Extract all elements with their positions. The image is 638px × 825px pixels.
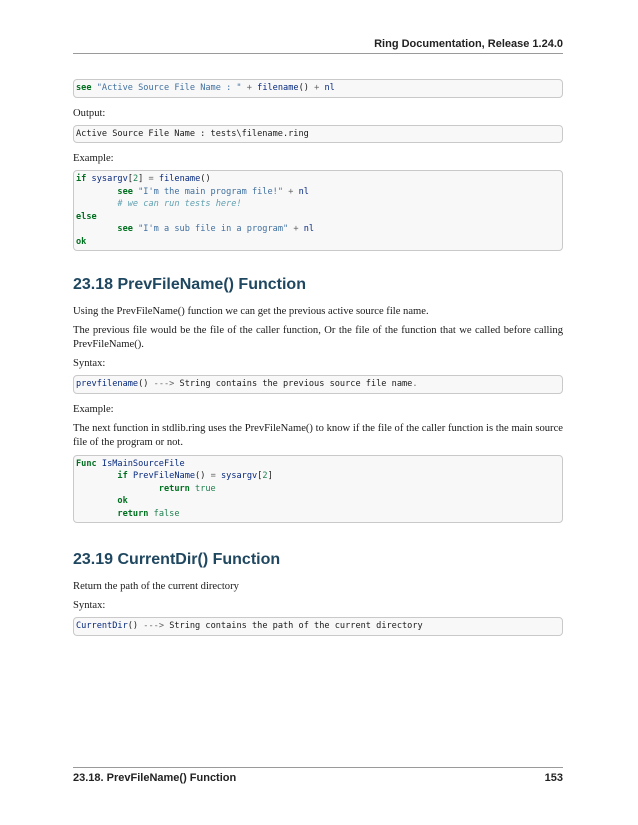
code-token: sysargv (91, 174, 128, 184)
output-block (73, 125, 563, 144)
footer-section-title: 23.18. PrevFileName() Function (73, 772, 237, 784)
code-token: return (158, 483, 190, 494)
paragraph: Using the PrevFileName() function we can get the previous active source file name. (73, 306, 429, 317)
code-token: if (76, 174, 87, 184)
code-line (76, 211, 560, 224)
code-token: [ (257, 471, 263, 481)
code-token: [ (127, 174, 133, 184)
code-token: nl (324, 83, 335, 93)
page-content (73, 79, 563, 636)
code-token: ] (267, 471, 273, 481)
code-token: PrevFileName (132, 471, 196, 481)
example-label: Example: (73, 153, 114, 164)
code-token: () (127, 621, 139, 631)
code-token: if (117, 471, 128, 481)
code-token: nl (298, 186, 309, 197)
code-block-prevfilename-syntax (73, 375, 563, 394)
code-block-see-filename (73, 79, 563, 98)
code-token: see (117, 186, 133, 197)
code-line (76, 458, 560, 471)
section-heading-prevfilename: 23.18 PrevFileName() Function (73, 276, 306, 293)
code-token: 2 (262, 471, 268, 481)
code-token: + (246, 83, 252, 93)
code-token: + (293, 224, 299, 234)
code-token: filename (158, 174, 201, 184)
code-line (76, 495, 560, 508)
code-line (76, 470, 560, 483)
code-token: + (314, 83, 320, 93)
code-token: = (210, 471, 216, 481)
code-block-currentdir-syntax (73, 617, 563, 636)
paragraph: The previous file would be the file of the caller function, Or the file of the function that we called before calling PrevFileName(). (73, 325, 563, 350)
code-line (76, 82, 560, 95)
code-token: String contains the path of the current directory (169, 621, 423, 631)
code-token: 2 (132, 174, 139, 184)
code-token: () (200, 174, 211, 184)
code-token: + (288, 186, 294, 197)
code-token: sysargv (220, 471, 258, 481)
code-token: Func (76, 458, 97, 469)
code-line (76, 173, 560, 186)
code-token: CurrentDir (76, 621, 128, 631)
header-divider (73, 53, 563, 54)
code-token: nl (303, 224, 315, 234)
syntax-label: Syntax: (73, 600, 106, 611)
code-token: IsMainSourceFile (101, 458, 185, 469)
code-token: see (117, 224, 133, 234)
paragraph: The next function in stdlib.ring uses the PrevFileName() to know if the file of the caller function is the main source file of the program or not. (73, 422, 563, 448)
code-token: false (153, 508, 180, 519)
code-line (76, 508, 560, 521)
code-token: () (195, 471, 206, 481)
code-token: prevfilename (76, 379, 139, 389)
code-token: else (76, 211, 97, 222)
output-label: Output: (73, 107, 106, 119)
code-line (76, 198, 560, 211)
code-token: String contains the previous source file name (179, 379, 413, 389)
code-token: see (76, 83, 92, 93)
code-comment: # we can run tests here! (117, 199, 242, 209)
output-line: Active Source File Name : tests\filename.ring (76, 128, 309, 139)
code-line (76, 186, 560, 199)
code-token: "I'm a sub file in a program" (138, 224, 289, 234)
page-footer (73, 772, 563, 784)
running-header: Ring Documentation, Release 1.24.0 (374, 38, 563, 50)
paragraph: Return the path of the current directory (73, 581, 239, 592)
page-number: 153 (544, 772, 563, 784)
code-block-sysargv-example (73, 170, 563, 251)
syntax-label: Syntax: (73, 358, 106, 369)
code-token: filename (257, 83, 299, 93)
code-token: "I'm the main program file!" (138, 186, 283, 197)
code-token: . (412, 379, 418, 389)
code-token: true (195, 483, 216, 494)
code-block-ismainsourcefile (73, 455, 563, 524)
code-line (76, 223, 560, 236)
example-label: Example: (73, 403, 114, 415)
code-token: return (117, 508, 149, 519)
code-line (76, 236, 560, 249)
code-token: ] (138, 174, 144, 184)
code-token: = (148, 174, 154, 184)
code-line (76, 483, 560, 496)
code-token: () (138, 379, 149, 389)
footer-divider (73, 767, 563, 768)
code-token: "Active Source File Name : " (96, 83, 242, 93)
code-token: ---> (153, 379, 175, 389)
code-token: ok (76, 236, 87, 247)
code-token: ---> (143, 621, 164, 631)
code-line (76, 378, 560, 391)
code-token: () (298, 83, 309, 93)
code-line (76, 620, 560, 633)
code-token: ok (117, 496, 128, 506)
section-heading-currentdir: 23.19 CurrentDir() Function (73, 551, 281, 568)
